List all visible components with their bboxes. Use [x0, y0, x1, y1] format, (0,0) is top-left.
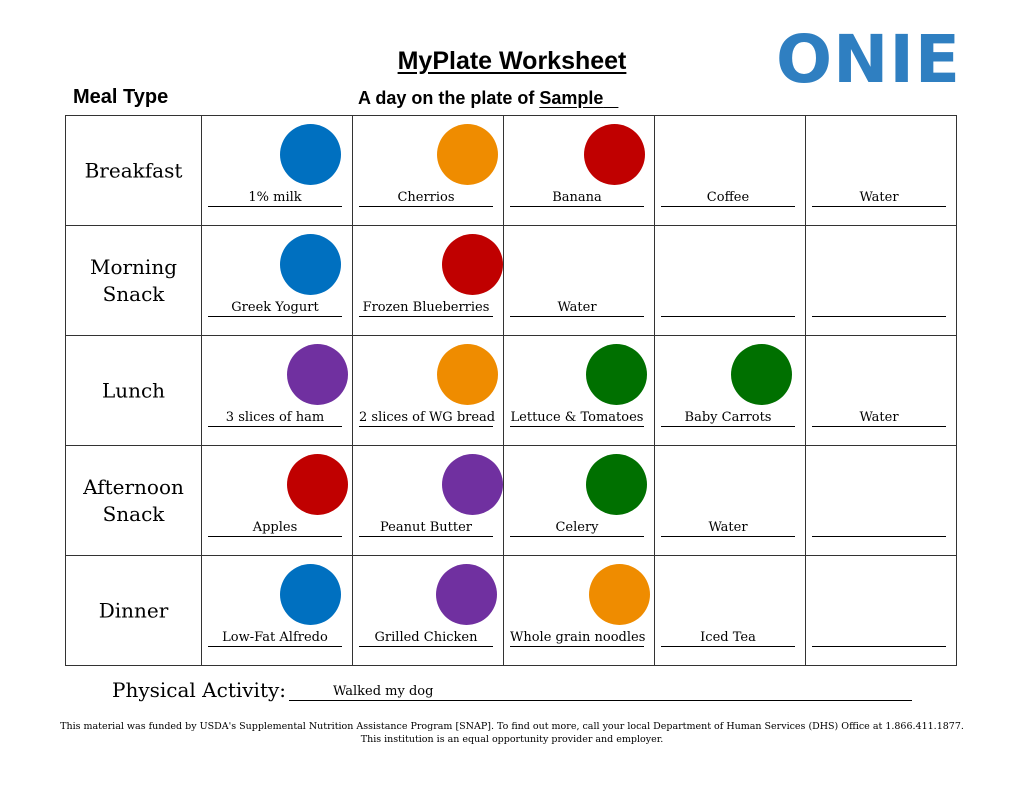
food-entry[interactable]: Greek Yogurt [208, 299, 342, 317]
food-entry[interactable]: 3 slices of ham [208, 409, 342, 427]
food-group-dot [280, 234, 341, 295]
meal-label: Afternoon Snack [83, 474, 184, 526]
food-cell[interactable] [655, 226, 806, 336]
food-group-dot [437, 124, 498, 185]
food-group-dot [586, 344, 647, 405]
food-group-dot [436, 564, 497, 625]
food-cell[interactable] [353, 446, 504, 556]
physical-activity-field[interactable]: Walked my dog [289, 684, 912, 701]
food-cell[interactable] [655, 116, 806, 226]
food-cell[interactable] [655, 336, 806, 446]
meal-cell [66, 446, 202, 556]
food-cell[interactable] [202, 446, 353, 556]
food-cell[interactable] [504, 336, 655, 446]
food-entry[interactable]: Whole grain noodles [510, 630, 646, 645]
food-group-dot [287, 454, 348, 515]
food-entry[interactable]: Coffee [661, 189, 795, 207]
food-cell[interactable] [806, 116, 957, 226]
food-entry[interactable]: 1% milk [208, 189, 342, 207]
food-entry[interactable] [812, 629, 946, 647]
food-entry[interactable]: Apples [208, 519, 342, 537]
meal-row [66, 556, 957, 666]
food-entry[interactable]: Water [812, 189, 946, 207]
onie-logo: ONIE [776, 21, 961, 98]
food-entry[interactable]: Baby Carrots [661, 409, 795, 427]
food-group-dot [589, 564, 650, 625]
meal-grid [65, 115, 957, 666]
food-group-dot [287, 344, 348, 405]
meal-row [66, 226, 957, 336]
food-cell[interactable] [806, 446, 957, 556]
funding-footer: This material was funded by USDA's Supplemental Nutrition Assistance Program [SNAP]. To find out more, call your local Department of Human Services (DHS) Office at 1.866.411.1877. This institution is an equal opportunity provider and employer. [60, 721, 964, 745]
meal-cell [66, 116, 202, 226]
day-on-plate-label: A day on the plate of [358, 88, 535, 108]
food-cell[interactable] [504, 556, 655, 666]
food-cell[interactable] [202, 226, 353, 336]
meal-label: Dinner [98, 598, 169, 622]
food-entry[interactable]: Water [661, 519, 795, 537]
food-entry[interactable] [661, 299, 795, 317]
food-entry[interactable] [812, 519, 946, 537]
food-cell[interactable] [806, 336, 957, 446]
food-entry[interactable]: Frozen Blueberries [359, 299, 493, 317]
meal-row [66, 336, 957, 446]
food-cell[interactable] [806, 226, 957, 336]
food-cell[interactable] [202, 556, 353, 666]
name-blank-line [603, 88, 618, 108]
meal-cell [66, 336, 202, 446]
meal-row [66, 446, 957, 556]
meal-label: Lunch [101, 378, 166, 402]
food-cell[interactable] [655, 446, 806, 556]
food-cell[interactable] [353, 226, 504, 336]
food-group-dot [442, 454, 503, 515]
food-entry[interactable]: Grilled Chicken [359, 629, 493, 647]
food-entry[interactable] [812, 299, 946, 317]
food-entry[interactable]: Low-Fat Alfredo [208, 629, 342, 647]
food-entry[interactable]: Iced Tea [661, 629, 795, 647]
day-on-plate-name: Sample [539, 88, 604, 108]
food-cell[interactable] [202, 116, 353, 226]
food-entry[interactable]: 2 slices of WG bread [359, 410, 496, 425]
food-group-dot [586, 454, 647, 515]
food-entry[interactable]: Water [510, 299, 644, 317]
food-group-dot [280, 124, 341, 185]
food-cell[interactable] [806, 556, 957, 666]
meal-cell [66, 226, 202, 336]
food-entry[interactable]: Cherrios [359, 189, 493, 207]
page-title: MyPlate Worksheet [397, 47, 627, 75]
meal-label: Morning Snack [89, 254, 178, 306]
day-on-plate-line [358, 88, 618, 109]
food-entry[interactable]: Banana [510, 189, 644, 207]
food-cell[interactable] [655, 556, 806, 666]
food-cell[interactable] [504, 446, 655, 556]
food-cell[interactable] [202, 336, 353, 446]
meal-type-heading: Meal Type [73, 86, 169, 108]
food-entry[interactable]: Celery [510, 519, 644, 537]
food-group-dot [437, 344, 498, 405]
food-cell[interactable] [353, 116, 504, 226]
food-entry[interactable]: Water [812, 409, 946, 427]
food-group-dot [442, 234, 503, 295]
meal-cell [66, 556, 202, 666]
food-group-dot [584, 124, 645, 185]
food-entry[interactable]: Lettuce & Tomatoes [510, 410, 644, 425]
food-entry[interactable]: Peanut Butter [359, 519, 493, 537]
food-group-dot [280, 564, 341, 625]
food-cell[interactable] [353, 556, 504, 666]
meal-row [66, 116, 957, 226]
food-cell[interactable] [353, 336, 504, 446]
meal-label: Breakfast [84, 158, 183, 182]
food-cell[interactable] [504, 226, 655, 336]
food-cell[interactable] [504, 116, 655, 226]
food-group-dot [731, 344, 792, 405]
physical-activity-label: Physical Activity: [112, 678, 287, 702]
